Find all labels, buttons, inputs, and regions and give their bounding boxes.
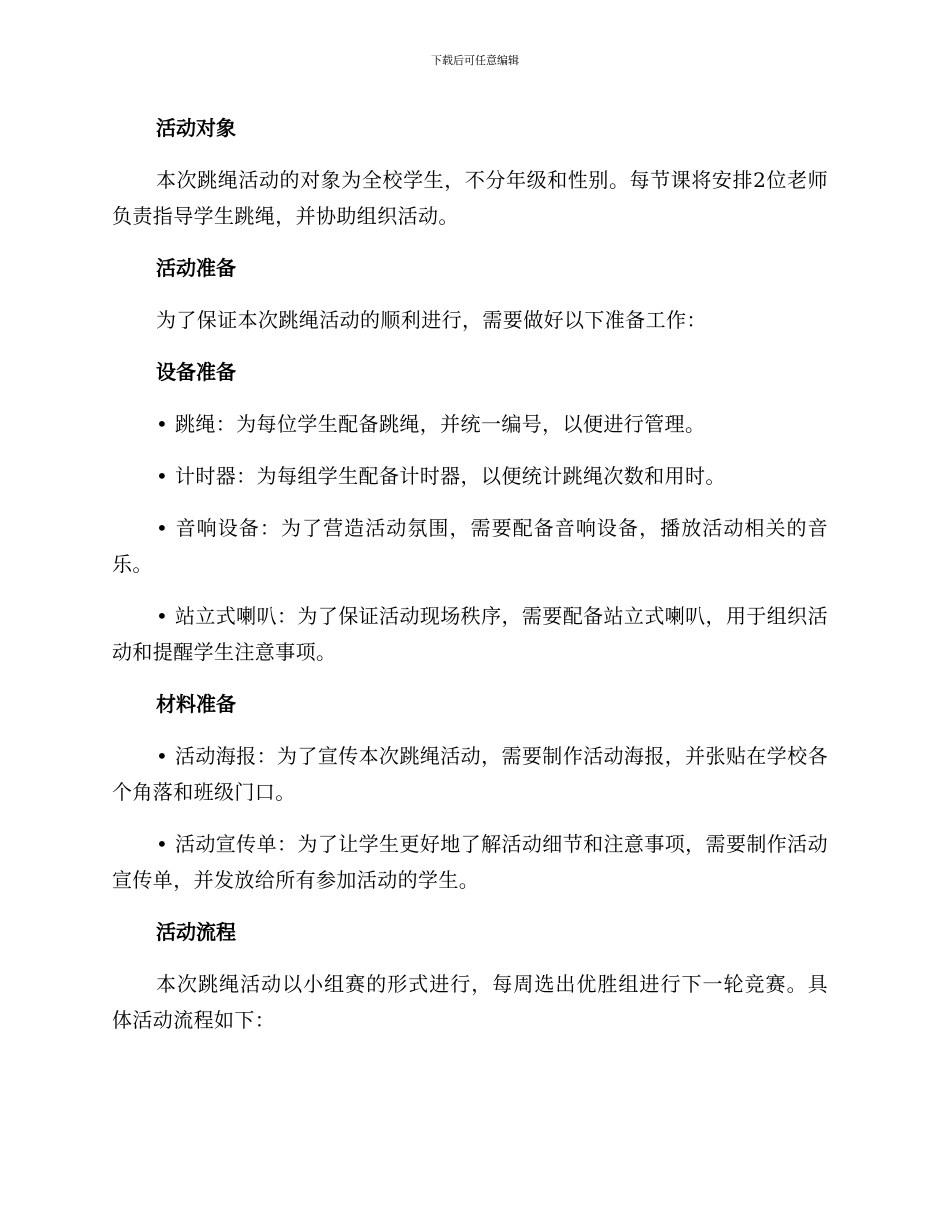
- list-item-poster: • 活动海报：为了宣传本次跳绳活动，需要制作活动海报，并张贴在学校各个角落和班级门口。: [112, 744, 828, 804]
- paragraph-preparation-intro: 为了保证本次跳绳活动的顺利进行，需要做好以下准备工作：: [156, 308, 707, 332]
- list-item-flyer: • 活动宣传单：为了让学生更好地了解活动细节和注意事项，需要制作活动宣传单，并发放给所有参加活动的学生。: [112, 832, 828, 892]
- paragraph-process: 本次跳绳活动以小组赛的形式进行，每周选出优胜组进行下一轮竞赛。具体活动流程如下：: [112, 972, 828, 1032]
- list-item-timer: • 计时器：为每组学生配备计时器，以便统计跳绳次数和用时。: [156, 464, 726, 488]
- paragraph-target: 本次跳绳活动的对象为全校学生，不分年级和性别。每节课将安排2位老师负责指导学生跳绳，并协助组织活动。: [112, 168, 828, 228]
- section-heading-target: 活动对象: [156, 116, 236, 140]
- section-heading-materials: 材料准备: [156, 692, 236, 716]
- section-heading-equipment: 设备准备: [156, 360, 236, 384]
- document-body: [112, 110, 828, 1054]
- list-item-megaphone: • 站立式喇叭：为了保证活动现场秩序，需要配备站立式喇叭，用于组织活动和提醒学生注意事项。: [112, 604, 828, 664]
- list-item-audio: • 音响设备：为了营造活动氛围，需要配备音响设备，播放活动相关的音乐。: [112, 516, 828, 576]
- header-note: 下载后可任意编辑: [431, 54, 519, 67]
- section-heading-process: 活动流程: [156, 920, 236, 944]
- list-item-jump-rope: • 跳绳：为每位学生配备跳绳，并统一编号，以便进行管理。: [156, 412, 706, 436]
- section-heading-preparation: 活动准备: [156, 256, 236, 280]
